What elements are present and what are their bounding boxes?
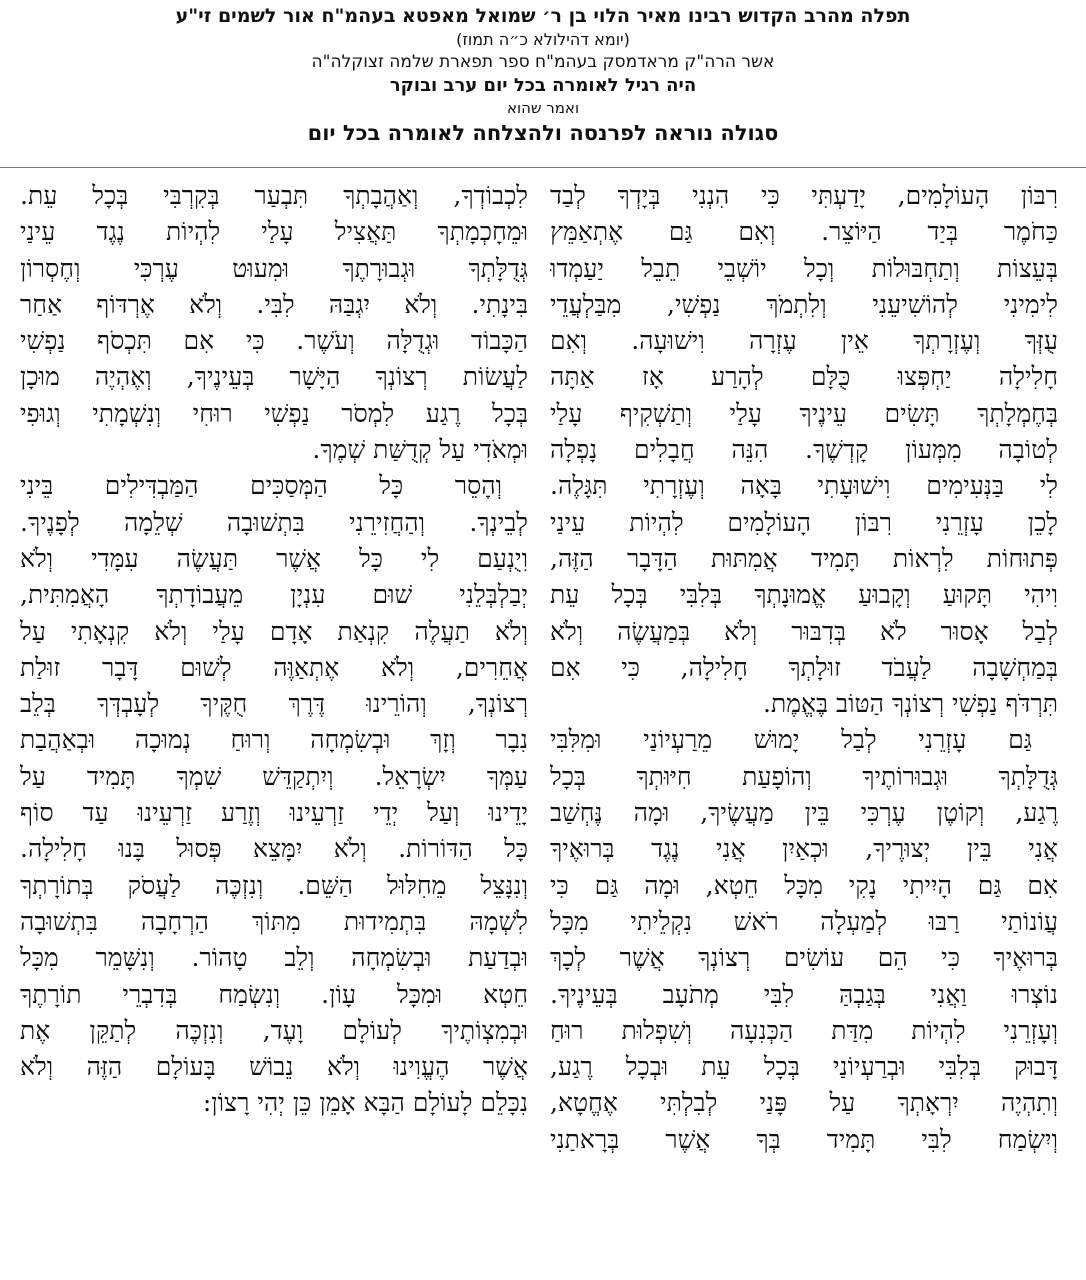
text-line: תִּרְדֹּף נַפְשִׁי רְצוֹנְךָ הַטּוֹב בֶּאֱמֶת. (763, 689, 1058, 719)
text-line: וִיֻנְעַם לִי כָּל אֲשֶׁר תַּעֲשֶׂה עִמָּדִי וְלֹא (20, 543, 528, 573)
custom-line: היה רגיל לאומרה בכל יום ערב ובוקר (389, 75, 697, 96)
text-line: לְטוֹבָה מִמְּעוֹן קָדְשֶׁךָ. הִנֵּה חֲבָלִים נָפְלָה (550, 435, 1058, 465)
text-line: וּבְמִצְוֹתֶיךָ לְעוֹלָם וָעֶד, וְנִזְכֶּה לְתַקֵּן אֶת (20, 1015, 528, 1045)
text-line: גְּדֻלָּתְךָ וּגְבוּרוֹתֶיךָ וְהוֹפָעַת חִיּוּתְךָ בְּכָל (550, 761, 1058, 791)
text-line: עֻזְּךָ וְעֶזְרָתְךָ אֵין עֶזְרָה וִישׁוּעָה. וְאִם (550, 326, 1058, 356)
text-line: אֲחֵרִים, וְלֹא אֶתְאַוֶּה לְשׁוּם דָּבָר זוּלַת (20, 652, 528, 682)
text-line: עֲוֹנוֹתַי רַבּוּ לְמַעְלָה רֹאשׁ נִקְלֵיתִי מִכָּל (550, 906, 1058, 936)
text-line: לַעֲשׂוֹת רְצוֹנְךָ הַיָּשָׁר בְּעֵינֶיךָ, וְאֶהְיֶה מוּכָן (20, 362, 528, 392)
text-line: עַמְּךָ יִשְׂרָאֵל. וְיִתְקַדֵּשׁ שִׁמְךָ תָּמִיד עַל (20, 761, 528, 791)
text-line: אֲנִי בֵּין יְצוּרֶיךָ, וּכְאַיִן אֲנִי נֶגֶד בְּרוּאֶיךָ (550, 834, 1058, 864)
text-line: וּמֵחָכְמָתְךָ תַּאֲצִיל עָלַי לִהְיוֹת נֶגֶד עֵינַי (20, 217, 528, 247)
text-line: נִבָר וְזָךְ וּבְשִׂמְחָה וְרוּחַ נְמוּכָה וּבְאַהֲבַת (20, 725, 528, 755)
text-line: לְבַל אָסוּר לֹא בְּדִבּוּר וְלֹא בְּמַעֲשֶׂה וְלֹא (550, 616, 1058, 646)
text-line: לְבֵינְךָ. וְהַחֲזִירֵנִי בִּתְשׁוּבָה שְׁלֵמָה לְפָנֶיךָ. (20, 507, 528, 537)
text-line: לִי בַּנְּעִימִים וִישׁוּעָתִי בָּאָה וְעֶזְרָתִי תִּגָּלֶה. (550, 471, 1058, 501)
text-line: וּבְדַעַת וּבְשִׂמְחָה וְלֵב טָהוֹר. וְנִשָּׁמֵר מִכָּל (20, 943, 528, 973)
text-line: בְּרוּאֶיךָ כִּי הֵם עוֹשִׂים רְצוֹנְךָ אֲשֶׁר לְכָךְ (550, 943, 1058, 973)
text-line: בִּינָתִי. וְלֹא יִגְבַּהּ לִבִּי. וְלֹא אֶרְדּוֹף אַחַר (20, 289, 528, 319)
text-line: רִבּוֹן הָעוֹלָמִים, יָדַעְתִּי כִּי הִנְנִי בְּיָדְךָ לְבַד (550, 181, 1058, 210)
text-line: הַכָּבוֹד וּגְדֻלָּה וְעֹשֶׁר. כִּי אִם תִּכְסֹף נַפְשִׁי (20, 326, 528, 356)
text-line: יְבַלְבְּלֵנִי שׁוּם עִנְיָן מֵעֲבוֹדָתְךָ הָאֲמִתִּית, (20, 580, 528, 610)
text-line: נוֹצְרוּ וַאֲנִי בְּגַבְהַּ לִבִּי מְתֹעָב בְּעֵינֶיךָ. (550, 979, 1058, 1009)
text-line: בְּעֵצוֹת וְתַחְבּוּלוֹת וְכָל יוֹשְׁבֵי תֵבֵל יַעַמְדוּ (550, 253, 1058, 283)
text-line: וְהָסֵר כָּל הַמְּסַכִּים הַמַּבְדִּילִים בֵּינִי (20, 471, 502, 501)
text-line: לִשְׁמָהּ בִּתְמִידוּת מִתּוֹךְ הַרְחָבָה בִּתְשׁוּבָה (20, 906, 528, 936)
text-line: כָּל הַדּוֹרוֹת. וְלֹא יִמָּצֵא פְּסוּל בָּנוּ חָלִילָה. (20, 834, 528, 864)
text-line: גְּדֻלָּתְךָ וּגְבוּרָתֶךָ וּמִעוּט עֶרְכִּי וְחֶסְרוֹן (20, 253, 528, 283)
text-line: לָכֵן עָזְרֵנִי רִבּוֹן הָעוֹלָמִים לִהְיוֹת עֵינַי (550, 507, 1058, 537)
text-line: וְנִנָּצֵל מֵחִלּוּל הַשֵּׁם. וְנִזְכֶּה לַעֲסֹק בְּתוֹרָתְךָ (20, 870, 528, 900)
text-line: וְלֹא תַעֲלֶה קִנְאַת אָדָם עָלַי וְלֹא קִנְאָתִי עַל (20, 616, 528, 646)
header-divider (0, 167, 1086, 168)
text-line: רֶגַע, וְקוֹטֶן עֶרְכִּי בֵּין מַעֲשֶׂיךָ, וּמָה נֶּחְשַׁב (550, 798, 1058, 828)
text-line: וְתִהְיֶה יִרְאָתְךָ עַל פָּנַי לְבִלְתִּי אֶחֱטָא, (550, 1088, 1058, 1118)
text-line: לִכְבוֹדְךָ, וְאַהֲבָתְךָ תִּבְעַר בְּקִרְבִּי בְּכָל עֵת. (20, 181, 528, 210)
text-line: בְּמַחְשָׁבָה לַעֲבֹד זוּלָתְךָ חָלִילָה, כִּי אִם (550, 652, 1058, 682)
text-line: יָדֵינוּ וְעַל יְדֵי זַרְעֵינוּ וְזֶרַע זַרְעֵינוּ עַד סוֹף (20, 798, 528, 828)
text-line: אֲשֶׁר הֶעֱוִינוּ וְלֹא נֵבוֹשׁ בָּעוֹלָם הַזֶּה וְלֹא (20, 1052, 528, 1082)
intro-line: ואמר שהוא (506, 99, 580, 117)
text-line: כַּחֹמֶר בְּיַד הַיּוֹצֵר. וְאִם גַּם אֶתְאַמֵּץ (550, 217, 1058, 247)
text-line: אִם גַּם הָיִיתִי נָקִי מִכָּל חֵטְא, וּמָה גַּם כִּי (550, 870, 1058, 900)
text-line: חָלִילָה יַחְפְּצוּ כֻּלָּם לְהָרַע אָז אַתָּה (550, 362, 1058, 392)
right-text-column (550, 178, 1058, 1158)
text-line: בְּכָל רֶגַע לִמְסֹר נַפְשִׁי רוּחִי וְנִשְׁמָתִי וְגוּפִי (20, 398, 528, 428)
text-line: רְצוֹנְךָ, וְהוֹרֵינוּ דֶּרֶךְ חֻקֶּיךָ לְעָבְדְּךָ בְּלֵב (20, 689, 528, 719)
text-line: גַּם עָזְרֵנִי לְבַל יָמוּשׁ מֵרַעְיוֹנַי וּמִלִּבִּי (550, 725, 1032, 755)
text-line: נִכָּלֵם לָעוֹלָם הַבָּא אָמֵן כֵּן יְהִי רָצוֹן: (202, 1088, 528, 1118)
attribution-line: אשר הרה"ק מראדמסק בעהמ"ח ספר תפארת שלמה זצוקלה"ה (311, 52, 775, 72)
text-line: וּמְאֹדִי עַל קְדֻשַּׁת שְׁמֶךָ. (312, 435, 528, 465)
text-line: וְיִשְׂמַח לִבִּי תָּמִיד בְּךָ אֲשֶׁר בְּרָאתַנִי (550, 1124, 1058, 1154)
text-line: לִימִינִי לְהוֹשִׁיעֵנִי וְלִתְמֹךְ נַפְשִׁי, מִבַּלְעֲדֵי (550, 289, 1058, 319)
segula-subtitle: סגולה נוראה לפרנסה ולהצלחה לאומרה בכל יום (307, 121, 779, 145)
text-line: וִיהִי תָּקוּעַ וְקָבוּעַ אֱמוּנָתְךָ בְּלִבִּי בְּכָל עֵת (550, 580, 1058, 610)
text-line: וְעָזְרֵנִי לִהְיוֹת מִדַּת הַכְּנִעָה וְשִׁפְלוּת רוּחַ (550, 1015, 1058, 1045)
prayer-title: תפלה מהרב הקדוש רבינו מאיר הלוי בן ר׳ שמואל מאפטא בעהמ"ח אור לשמים זי"ע (175, 5, 911, 27)
yahrzeit-note: (יומא דהילולא כ״ה תמוז) (456, 30, 630, 49)
left-text-column (20, 178, 528, 1122)
text-line: חֵטְא וּמִכָּל עָוֹן. וְנִשְׂמַח בְּדִבְרֵי תוֹרָתֶךָ (20, 979, 528, 1009)
document-header (0, 0, 1086, 148)
text-line: דָּבוּק בְּלִבִּי וּבְרַעְיוֹנַי בְּכָל עֵת וּבְכָל רֶגַע, (550, 1052, 1058, 1082)
text-line: בְּחֶמְלָתְךָ תָּשִׂים עֵינֶיךָ עָלַי וְתַשְׁקִיף עָלַי (550, 398, 1058, 428)
text-line: פְּתוּחוֹת לִרְאוֹת תָּמִיד אֲמִתּוּת הַדָּבָר הַזֶּה, (550, 543, 1058, 573)
